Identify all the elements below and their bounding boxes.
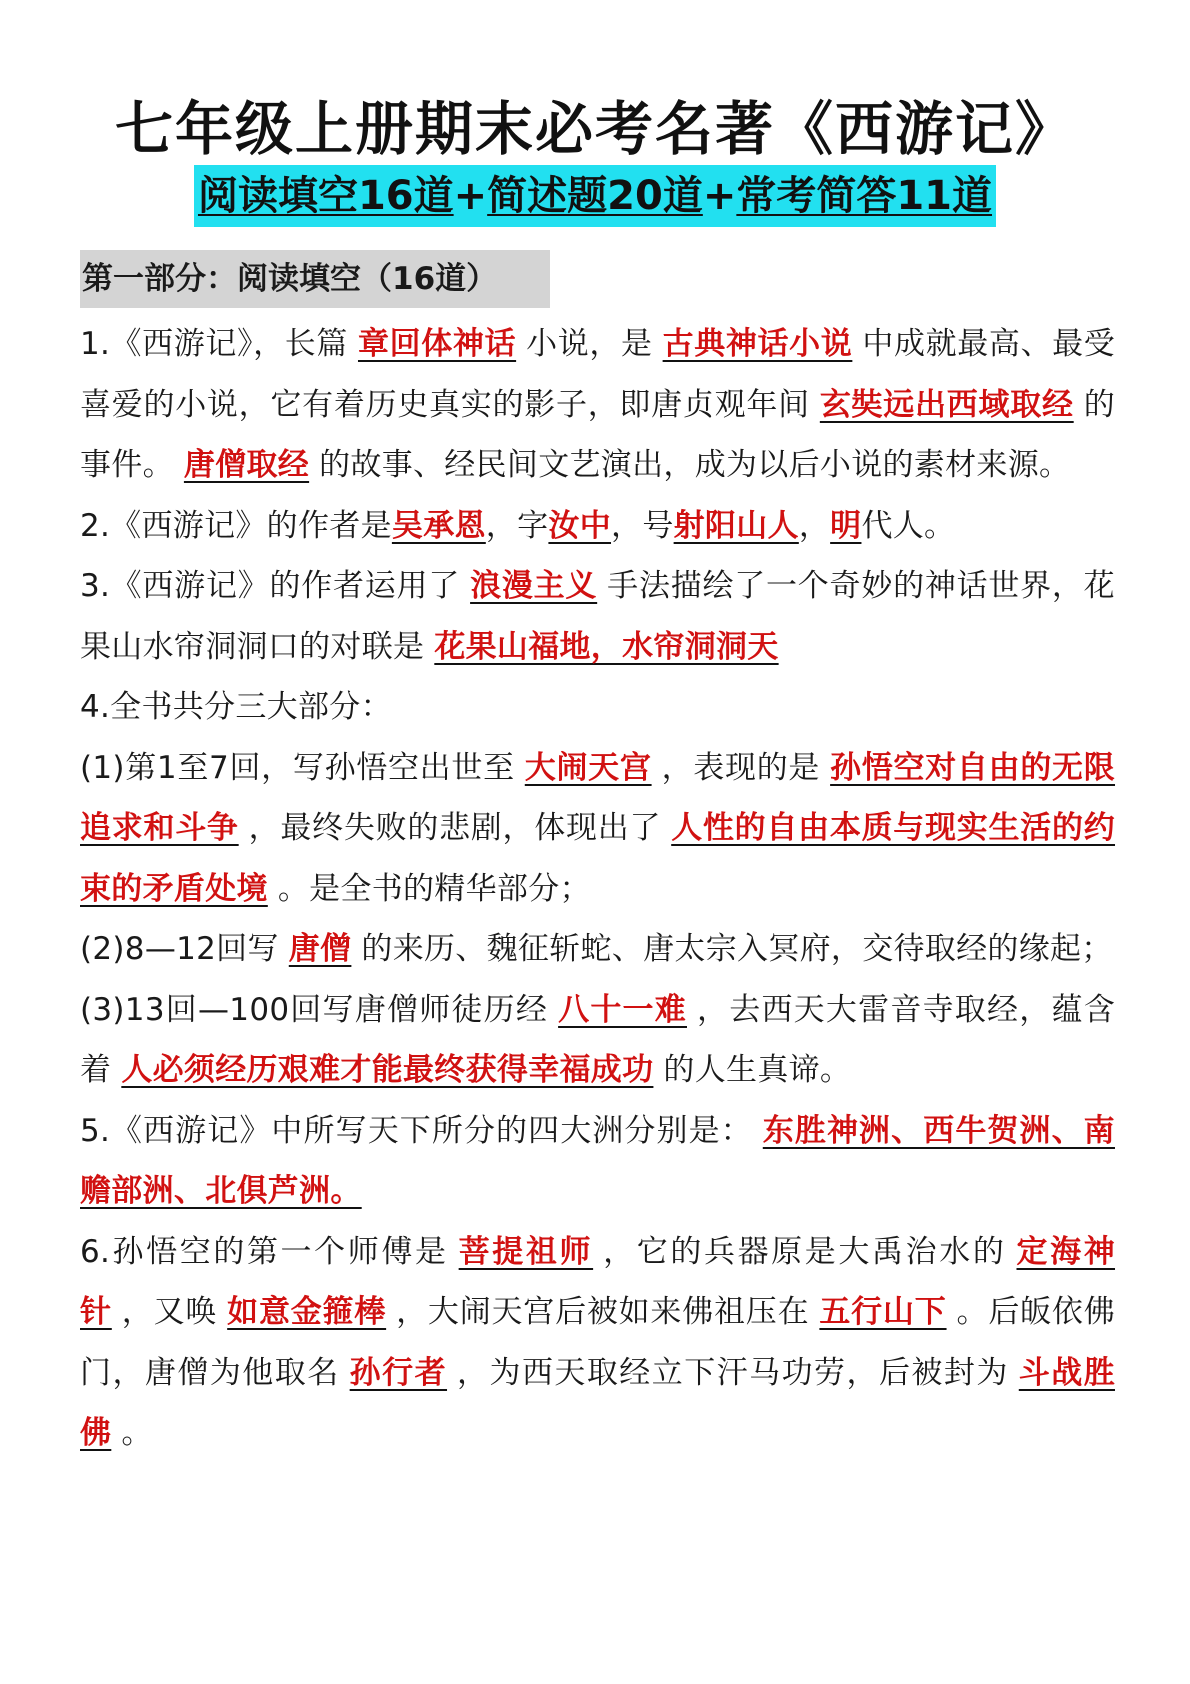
answer-blank: 八十一难: [558, 991, 687, 1028]
question-text: ，最终失败的悲剧，体现出了: [248, 810, 662, 846]
subtitle-plus: +: [453, 173, 488, 219]
page-title: 七年级上册期末必考名著《西游记》: [114, 95, 1075, 163]
subtitle-banner: [0, 165, 1190, 227]
question-text: 1.《西游记》，长篇: [80, 326, 348, 362]
question-text: 。是全书的精华部分；: [277, 870, 591, 907]
subtitle-part-short-description: 简述题20道: [487, 173, 703, 219]
answer-blank: 古典神话小说: [662, 326, 853, 362]
question-3: [80, 556, 1115, 677]
question-4-part-3: [80, 980, 1115, 1101]
question-2: [80, 496, 1115, 557]
answer-blank: 斗战胜佛: [80, 1354, 1115, 1451]
question-text: ，: [798, 507, 831, 544]
answer-blank: 孙悟空对自由的无限追求和斗争: [80, 749, 1116, 846]
question-5: [80, 1101, 1115, 1222]
question-text: 3.《西游记》的作者运用了: [80, 568, 461, 604]
answer-blank: 菩提祖师: [458, 1233, 594, 1270]
question-text: 中成就最高、最受喜爱的小说，它有着历史真实的影子，即唐贞观年间: [80, 326, 1116, 423]
question-text: (1)第1至7回，写孙悟空出世至: [80, 749, 515, 786]
question-text: 的人生真谛。: [663, 1052, 852, 1088]
question-text: 代人。: [861, 507, 956, 544]
question-text: ，表现的是: [661, 749, 821, 786]
answer-blank: 如意金箍棒: [227, 1294, 387, 1330]
subtitle-part-fill-blank: 阅读填空16道: [197, 173, 454, 219]
question-text: 6.孙悟空的第一个师傅是: [80, 1233, 449, 1270]
question-text: 5.《西游记》中所写天下所分的四大洲分别是：: [80, 1112, 753, 1149]
question-text: 的故事、经民间文艺演出，成为以后小说的素材来源。: [319, 447, 1071, 483]
subtitle-part-short-answer: 常考简答11道: [736, 173, 993, 219]
question-text: ，字: [485, 507, 549, 544]
answer-blank: 定海神针: [80, 1233, 1116, 1330]
answer-blank: 吴承恩: [391, 507, 486, 544]
subtitle-plus: +: [702, 173, 737, 219]
question-text: 手法描绘了一个奇妙的神话世界，花果山水帘洞洞口的对联是: [80, 568, 1115, 665]
question-4-part-1: [80, 738, 1115, 920]
question-text: 的来历、魏征斩蛇、唐太宗入冥府，交待取经的缘起；: [361, 931, 1113, 967]
question-text: ，又唤: [121, 1294, 218, 1330]
question-4-part-2: [80, 919, 1115, 980]
answer-blank: 玄奘远出西域取经: [819, 386, 1074, 423]
question-text: 小说，是: [526, 326, 653, 362]
question-text: (3)13回—100回写唐僧师徒历经: [80, 991, 549, 1028]
answer-blank: 明: [830, 507, 862, 544]
question-text: ，它的兵器原是大禹治水的: [603, 1233, 1007, 1270]
question-text: ，大闹天宫后被如来佛祖压在: [396, 1294, 810, 1330]
answer-blank: 唐僧取经: [183, 447, 310, 483]
question-list: [80, 314, 1115, 1464]
question-text: (2)8—12回写: [80, 931, 279, 967]
question-text: ，为西天取经立下汗马功劳，后被封为: [457, 1354, 1009, 1391]
question-4-intro: 4.全书共分三大部分：: [80, 689, 392, 725]
question-text: 2.《西游记》的作者是: [80, 507, 392, 544]
answer-blank: 人必须经历艰难才能最终获得幸福成功: [121, 1052, 654, 1088]
answer-blank: 射阳山人: [673, 507, 799, 544]
answer-blank: 孙行者: [349, 1354, 448, 1391]
answer-blank: 大闹天宫: [524, 749, 652, 786]
subtitle: [194, 165, 996, 227]
question-text: 。: [121, 1415, 153, 1451]
section-heading: 第一部分：阅读填空（16道）: [80, 250, 550, 308]
question-1: [80, 314, 1115, 496]
answer-blank: 东胜神洲、西牛贺洲、南赡部洲、北俱芦洲。: [80, 1112, 1115, 1209]
answer-blank: 唐僧: [288, 931, 352, 967]
question-6: [80, 1222, 1115, 1464]
question-text: ，号: [611, 507, 674, 544]
answer-blank: 章回体神话: [357, 326, 517, 362]
answer-blank: 汝中: [548, 507, 612, 544]
question-text: 。后皈依佛门，唐僧为他取名: [80, 1294, 1116, 1391]
answer-blank: 花果山福地，水帘洞洞天: [434, 628, 779, 665]
answer-blank: 五行山下: [819, 1294, 947, 1330]
question-text: ，去西天大雷音寺取经，蕴含着: [80, 991, 1115, 1088]
answer-blank: 浪漫主义: [470, 568, 598, 604]
answer-blank: 人性的自由本质与现实生活的约束的矛盾处境: [80, 810, 1116, 907]
question-text: 的事件。: [80, 386, 1115, 483]
